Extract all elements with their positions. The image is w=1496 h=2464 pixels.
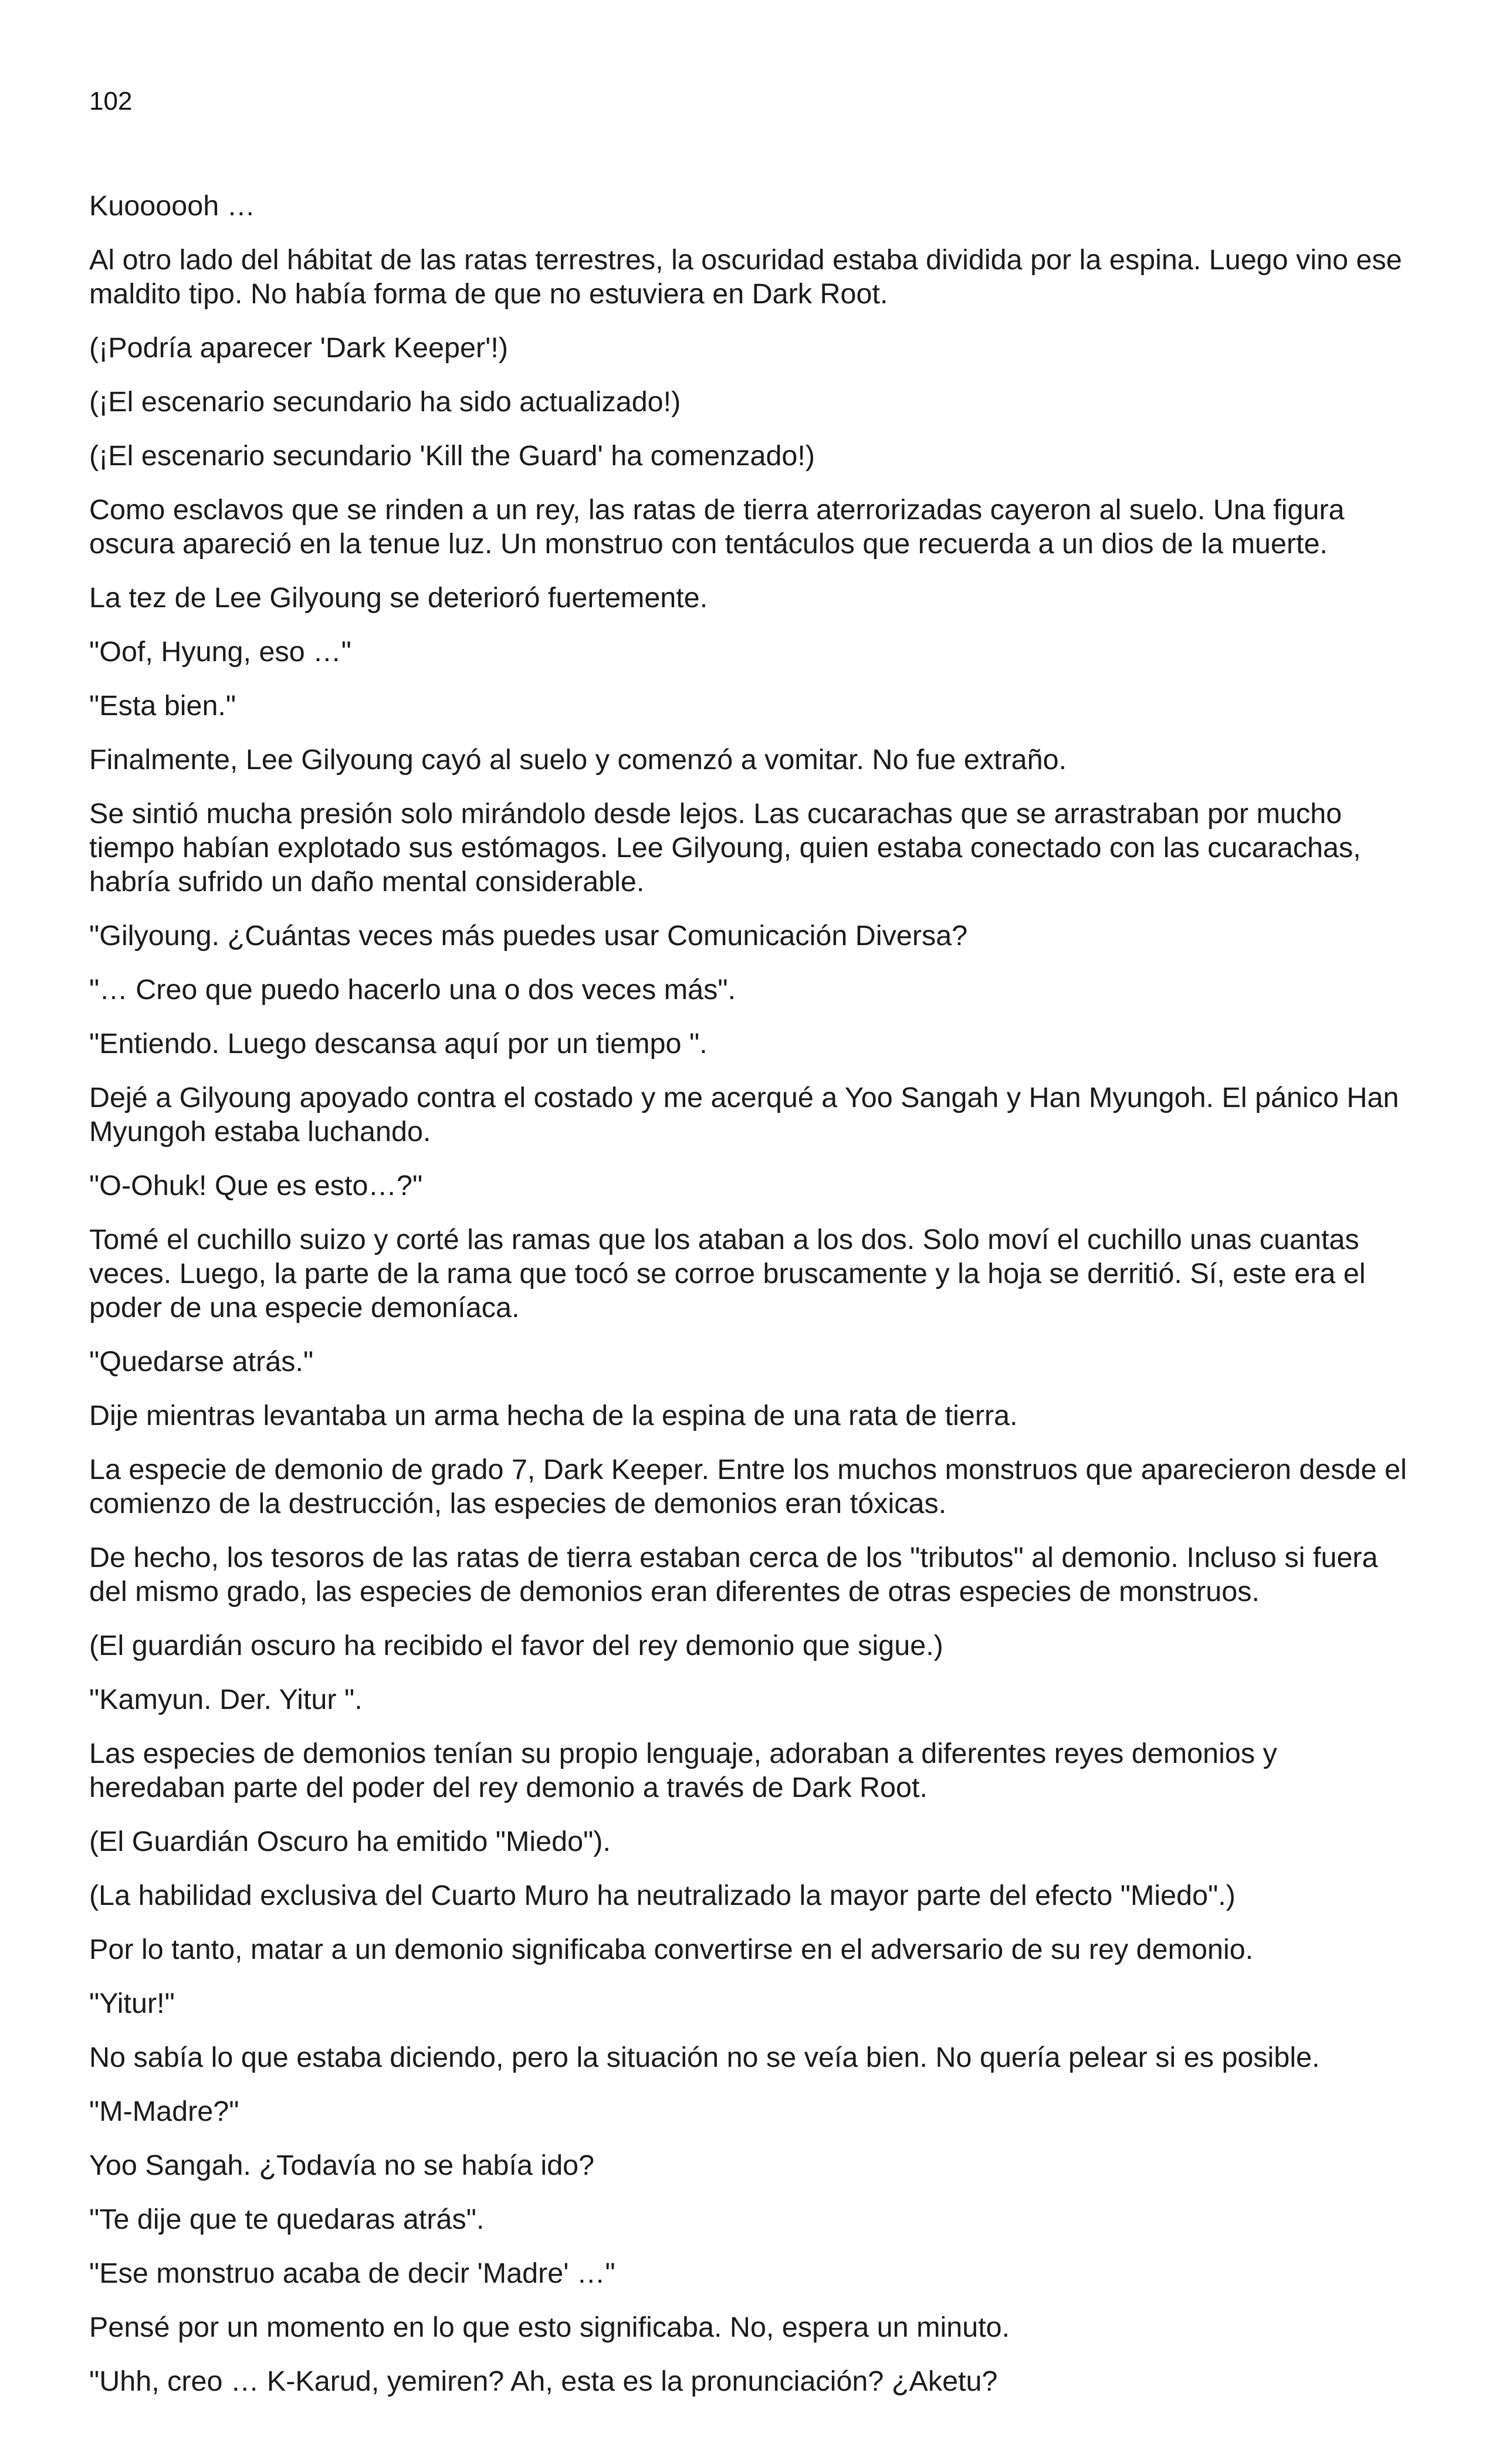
paragraph: Como esclavos que se rinden a un rey, las ratas de tierra aterrorizadas cayeron al suelo. Una figura oscura apareció en la tenue luz. Un monstruo con tentáculos que recuerda a un dios de la muerte.: [89, 494, 1345, 560]
paragraph: Tomé el cuchillo suizo y corté las ramas que los ataban a los dos. Solo moví el cuchillo unas cuantas veces. Luego, la parte de la rama que tocó se corroe bruscamente y la hoja se derritió. Sí, este era el poder de una especie demoníaca.: [89, 1224, 1366, 1324]
paragraph: Yoo Sangah. ¿Todavía no se había ido?: [89, 2150, 595, 2181]
paragraph: "Entiendo. Luego descansa aquí por un tiempo ".: [89, 1028, 708, 1060]
paragraph: "Oof, Hyung, eso …": [89, 636, 351, 668]
paragraph: "M-Madre?": [89, 2096, 239, 2127]
paragraph: (El guardián oscuro ha recibido el favor del rey demonio que sigue.): [89, 1630, 943, 1661]
paragraph: "Esta bien.": [89, 690, 236, 722]
paragraph: Las especies de demonios tenían su propio lenguaje, adoraban a diferentes reyes demonios y heredaban parte del poder del rey demonio a través de Dark Root.: [89, 1738, 1277, 1803]
paragraph: (¡El escenario secundario ha sido actualizado!): [89, 386, 681, 418]
paragraph: "Gilyoung. ¿Cuántas veces más puedes usar Comunicación Diversa?: [89, 920, 968, 952]
paragraph: Pensé por un momento en lo que esto significaba. No, espera un minuto.: [89, 2311, 1010, 2343]
paragraph: Finalmente, Lee Gilyoung cayó al suelo y comenzó a vomitar. No fue extraño.: [89, 744, 1067, 776]
paragraph: (La habilidad exclusiva del Cuarto Muro ha neutralizado la mayor parte del efecto "Miedo".): [89, 1880, 1236, 1911]
paragraph: (El Guardián Oscuro ha emitido "Miedo").: [89, 1826, 611, 1857]
paragraph: "… Creo que puedo hacerlo una o dos veces más".: [89, 974, 736, 1006]
paragraph: (¡El escenario secundario 'Kill the Guard' ha comenzado!): [89, 440, 815, 472]
paragraph: "O-Ohuk! Que es esto…?": [89, 1170, 423, 1201]
paragraph: (¡Podría aparecer 'Dark Keeper'!): [89, 332, 508, 364]
paragraph: "Uhh, creo … K-Karud, yemiren? Ah, esta es la pronunciación? ¿Aketu?: [89, 2365, 998, 2397]
paragraph: De hecho, los tesoros de las ratas de tierra estaban cerca de los "tributos" al demonio. Incluso si fuera del mismo grado, las especies de demonios eran diferentes de otras especies de monstruos.: [89, 1542, 1378, 1607]
page-number: 102: [89, 87, 133, 116]
paragraph: "Yitur!": [89, 1988, 175, 2019]
paragraph: Dije mientras levantaba un arma hecha de la espina de una rata de tierra.: [89, 1400, 1018, 1431]
paragraph: "Te dije que te quedaras atrás".: [89, 2204, 485, 2235]
paragraph: La especie de demonio de grado 7, Dark Keeper. Entre los muchos monstruos que aparecieron desde el comienzo de la destrucción, las especies de demonios eran tóxicas.: [89, 1454, 1407, 1519]
paragraph: "Kamyun. Der. Yitur ".: [89, 1684, 363, 1715]
paragraph: "Ese monstruo acaba de decir 'Madre' …": [89, 2257, 615, 2289]
paragraph: Al otro lado del hábitat de las ratas terrestres, la oscuridad estaba dividida por la espina. Luego vino ese maldito tipo. No había forma de que no estuviera en Dark Root.: [89, 244, 1402, 310]
paragraph: Dejé a Gilyoung apoyado contra el costado y me acerqué a Yoo Sangah y Han Myungoh. El pánico Han Myungoh estaba luchando.: [89, 1082, 1399, 1148]
document-body: [89, 189, 1409, 2418]
paragraph: Kuoooooh …: [89, 190, 256, 222]
paragraph: Por lo tanto, matar a un demonio significaba convertirse en el adversario de su rey demonio.: [89, 1934, 1254, 1965]
paragraph: "Quedarse atrás.": [89, 1346, 314, 1377]
paragraph: No sabía lo que estaba diciendo, pero la situación no se veía bien. No quería pelear si es posible.: [89, 2042, 1320, 2073]
paragraph: La tez de Lee Gilyoung se deterioró fuertemente.: [89, 582, 708, 614]
paragraph: Se sintió mucha presión solo mirándolo desde lejos. Las cucarachas que se arrastraban por mucho tiempo habían explotado sus estómagos. Lee Gilyoung, quien estaba conectado con las cucarachas, habría sufrido un daño mental considerable.: [89, 798, 1361, 898]
